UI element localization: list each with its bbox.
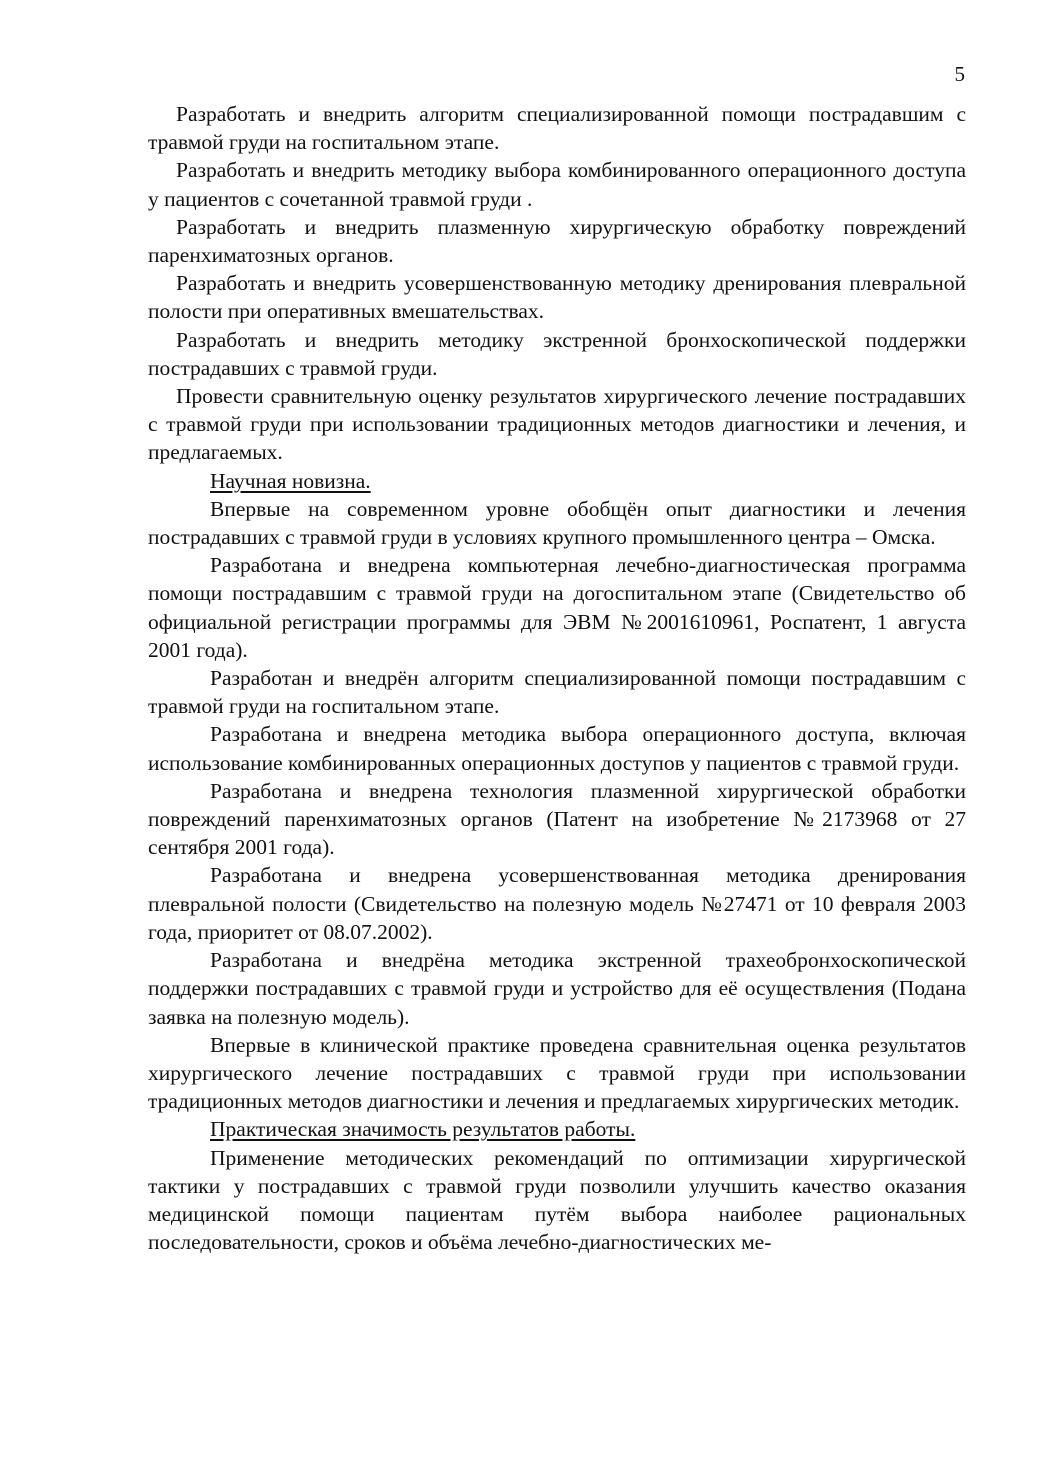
objective-paragraph: Разработать и внедрить плазменную хирургическую обработку повреждений паренхиматозных органов. xyxy=(148,214,966,268)
section-heading-novelty xyxy=(148,467,966,495)
novelty-paragraph: Впервые в клинической практике проведена сравнительная оценка результатов хирургического лечение пострадавших с травмой груди при использовании традиционных методов диагностики и лечения и предлагаемых хирургических методик. xyxy=(148,1032,966,1114)
page-number: 5 xyxy=(954,62,965,86)
novelty-paragraph: Впервые на современном уровне обобщён опыт диагностики и лечения пострадавших с травмой груди в условиях крупного промышленного центра – Омска. xyxy=(148,496,966,550)
objective-paragraph: Разработать и внедрить усовершенствованную методику дренирования плевральной полости при оперативных вмешательствах. xyxy=(148,271,966,324)
section-heading-practical xyxy=(148,1115,966,1143)
section-heading-novelty-text: Научная новизна. xyxy=(210,468,371,493)
body-text xyxy=(148,100,966,1256)
novelty-paragraph: Разработан и внедрён алгоритм специализированной помощи пострадавшим с травмой груди на госпитальном этапе. xyxy=(148,666,966,719)
novelty-paragraph: Разработана и внедрена методика выбора операционного доступа, включая использование комбинированных операционных доступов у пациентов с травмой груди. xyxy=(148,722,966,775)
novelty-paragraph: Разработана и внедрена усовершенствованная методика дренирования плевральной полости (Свидетельство на полезную модель №27471 от 10 февраля 2003 года, приоритет от 08.07.2002). xyxy=(148,863,966,944)
objective-paragraph: Разработать и внедрить методику выбора комбинированного операционного доступа у пациентов с сочетанной травмой груди . xyxy=(148,158,966,211)
novelty-paragraph: Разработана и внедрена технология плазменной хирургической обработки повреждений паренхиматозных органов (Патент на изобретение №2173968 от 27 сентября 2001 года). xyxy=(148,778,966,860)
practical-paragraph: Применение методических рекомендаций по оптимизации хирургической тактики у пострадавших с травмой груди позволили улучшить качество оказания медицинской помощи пациентам путём выбора наиболее рациональных последовательности, сроков и объёма лечебно-диагностических ме- xyxy=(148,1145,966,1255)
objective-paragraph: Провести сравнительную оценку результатов хирургического лечение пострадавших с травмой груди при использовании традиционных методов диагностики и лечения, и предлагаемых. xyxy=(148,384,966,465)
novelty-paragraph: Разработана и внедрёна методика экстренной трахеобронхоскопической поддержки пострадавших с травмой груди и устройство для её осуществления (Подана заявка на полезную модель). xyxy=(148,948,966,1029)
novelty-paragraph: Разработана и внедрена компьютерная лечебно-диагностическая программа помощи пострадавшим с травмой груди на догоспитальном этапе (Свидетельство об официальной регистрации программы для ЭВМ №2001610961, Роспатент, 1 августа 2001 года). xyxy=(148,553,966,662)
objective-paragraph: Разработать и внедрить методику экстренной бронхоскопической поддержки пострадавших с травмой груди. xyxy=(148,327,966,380)
section-heading-practical-text: Практическая значимость результатов работы. xyxy=(210,1117,636,1142)
objective-paragraph: Разработать и внедрить алгоритм специализированной помощи пострадавшим с травмой груди на госпитальном этапе. xyxy=(148,102,966,155)
